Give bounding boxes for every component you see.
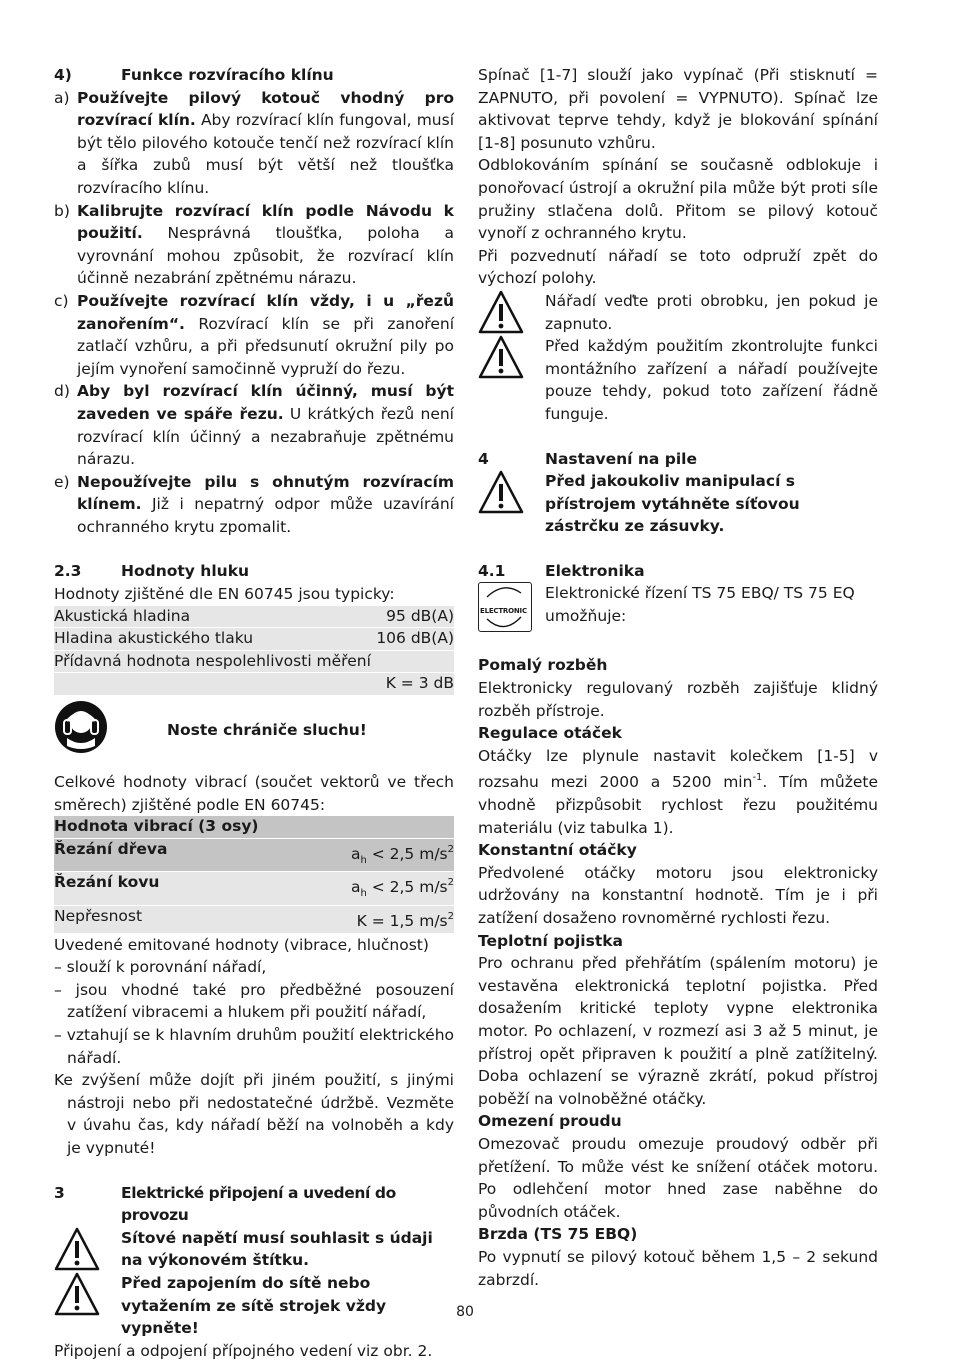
section-title: Funkce rozvíracího klínu bbox=[121, 66, 334, 84]
warning-text: Před každým použitím zkontrolujte funkci montážního zařízení a nářadí používejte pouze tehdy, pokud toto zařízení řádně funguje. bbox=[545, 337, 878, 423]
row-label: Řezání kovu bbox=[54, 873, 160, 892]
warning-block bbox=[54, 1227, 454, 1272]
row-value: $a_h < 2,5$ $m/s^2$ bbox=[350, 877, 454, 900]
list-item bbox=[54, 200, 454, 290]
hearing-notice-text: Noste chrániče sluchu! bbox=[167, 720, 367, 739]
table-row bbox=[54, 651, 454, 673]
section-title: Elektrické připojení a uvedení do provozu bbox=[121, 1183, 396, 1225]
page-number: 80 bbox=[456, 1304, 474, 1320]
warning-icon bbox=[478, 470, 545, 514]
list-item: – vztahují se k hlavním druhům použití elektrického nářadí. bbox=[54, 1025, 454, 1067]
emphasis-text: Kalibrujte rozvírací klín podle Návodu k použití. bbox=[77, 201, 454, 243]
warning-text: Nářadí veďte proti obrobku, jen pokud je zapnuto. bbox=[545, 291, 878, 333]
section-heading bbox=[478, 560, 878, 583]
section-number: 4) bbox=[54, 66, 72, 84]
row-label: Řezání dřeva bbox=[54, 839, 168, 858]
section-number: 4 bbox=[478, 449, 489, 468]
body-text: Pro ochranu před přehřátím (spálením motoru) je vestavěna elektronická teplotní pojistka. Před dosažením kritické teploty vypne elektronika motor. Po ochlazení, v rozmezí asi 3 až 5 minut, je přístroj opět připraven k použití a plně zatížitelný. Doba ochlazení se výrazně zkrátí, pokud přístroj poběží na volnoběžné otáčky. bbox=[478, 954, 878, 1108]
list-marker: a) bbox=[54, 88, 70, 107]
list-marker: b) bbox=[54, 201, 70, 220]
noise-intro: Hodnoty zjištěné dle EN 60745 jsou typicky: bbox=[54, 585, 395, 604]
body-text: Aby rozvírací klín fungoval, musí být tělo pilového kotouče tenčí než rozvírací klín a šířka zubů musí být větší než tloušťka rozvíracího klínu. bbox=[77, 111, 454, 197]
warning-block bbox=[478, 335, 878, 425]
row-value: K = 3 dB bbox=[385, 674, 454, 693]
row-value: $a_h < 2,5$ $m/s^2$ bbox=[350, 843, 454, 866]
emphasis-text: Používejte rozvírací klín vždy, i u „řezů zanořením“. bbox=[77, 291, 454, 333]
list-marker: d) bbox=[54, 382, 70, 401]
body-text: Elektronicky regulovaný rozběh zajišťuje klidný rozběh přístroje. bbox=[478, 679, 878, 720]
emission-intro: Uvedené emitované hodnoty (vibrace, hlučnost) bbox=[54, 935, 429, 954]
subheading: Konstantní otáčky bbox=[478, 841, 637, 860]
emphasis-text: Nepoužívejte pilu s ohnutým rozvíracím klínem. bbox=[77, 472, 454, 514]
table-row bbox=[54, 628, 454, 650]
left-column bbox=[54, 64, 454, 1362]
vibration-intro: Celkové hodnoty vibrací (součet vektorů ve třech směrech) zjištěné podle EN 60745: bbox=[54, 773, 454, 814]
list-marker: e) bbox=[54, 472, 70, 491]
section-number: 4.1 bbox=[478, 561, 506, 580]
section-number: 3 bbox=[54, 1183, 65, 1202]
list-item: – jsou vhodné také pro předběžné posouzení zatížení vibracemi a hlukem při použití nářadí, bbox=[54, 980, 454, 1022]
table-row bbox=[54, 906, 454, 933]
list-item: – slouží k porovnání nářadí, bbox=[54, 958, 267, 977]
body-text: Již i nepatrný odpor může uzavírání ochranného krytu zpomalit. bbox=[77, 495, 454, 536]
table-row bbox=[54, 673, 454, 695]
row-value: 106 dB(A) bbox=[376, 629, 454, 648]
list-marker: c) bbox=[54, 291, 69, 310]
switch-text: Spínač [1-7] slouží jako vypínač (Při stisknutí = ZAPNUTO, při povolení = VYPNUTO). Spínač lze aktivovat teprve tehdy, když je blokování spínání [1-8] posunuto vzhůru. bbox=[478, 66, 878, 152]
body-text: Omezovač proudu omezuje proudový odběr při přetížení. To může vést ke snížení otáček motoru. Po odlehčení motor hned zase naběhne do původních otáček. bbox=[478, 1134, 878, 1221]
section-heading bbox=[54, 64, 454, 87]
warning-text: Před jakoukoliv manipulací s přístrojem vytáhněte síťovou zástrčku ze zásuvky. bbox=[545, 472, 800, 536]
table-header bbox=[54, 816, 454, 838]
warning-block bbox=[478, 290, 878, 335]
row-label: Akustická hladina bbox=[54, 606, 191, 625]
body-text: Nesprávná tloušťka, poloha a vyrovnání mohou způsobit, že rozvírací klín účinně nezabrání zpětnému nárazu. bbox=[77, 224, 454, 288]
electronics-intro bbox=[478, 582, 878, 632]
table-row bbox=[54, 839, 454, 872]
warning-text: Před zapojením do sítě nebo vytažením ze sítě strojek vždy vypněte! bbox=[121, 1273, 387, 1338]
section-heading bbox=[478, 448, 878, 471]
switch-text: Odblokováním spínání se současně odblokuje i ponořovací ústrojí a okružní pila může být proti síle pružiny stlačena dolů. Přitom se pilový kotouč vynoří z ochranného krytu. bbox=[478, 156, 878, 243]
connection-note: Připojení a odpojení přípojného vedení viz obr. 2. bbox=[54, 1341, 433, 1360]
emphasis-text: Používejte pilový kotouč vhodný pro rozvírací klín. bbox=[77, 88, 454, 130]
electronic-icon: ELECTRONIC bbox=[478, 582, 545, 632]
row-label: Nepřesnost bbox=[54, 907, 143, 925]
section-title: Nastavení na pile bbox=[545, 449, 698, 468]
section-title: Hodnoty hluku bbox=[121, 562, 250, 581]
list-item bbox=[54, 290, 454, 380]
ear-protection-icon bbox=[54, 700, 167, 761]
header-label: Hodnota vibrací (3 osy) bbox=[54, 817, 259, 836]
switch-text: Při pozvednutí nářadí se toto odpruží zpět do výchozí polohy. bbox=[478, 246, 878, 288]
warning-text: Sítové napětí musí souhlasit s údaji na výkonovém štítku. bbox=[121, 1228, 433, 1270]
right-column bbox=[478, 64, 878, 1291]
row-value: K = 1,5 $m/s^2$ bbox=[356, 911, 454, 930]
warning-block bbox=[478, 470, 878, 538]
table-row bbox=[54, 872, 454, 905]
subheading: Omezení proudu bbox=[478, 1112, 622, 1131]
hearing-notice bbox=[54, 701, 454, 759]
row-label: Hladina akustického tlaku bbox=[54, 629, 254, 648]
subheading: Teplotní pojistka bbox=[478, 931, 624, 950]
body-text: Rozvírací klín se při zanoření zatlačí vzhůru, a při předsunutí okružní pily po jejím vynoření samočinně vypruží do řezu. bbox=[77, 314, 454, 378]
section-heading bbox=[54, 1182, 454, 1227]
electronics-intro-text: Elektronické řízení TS 75 EBQ/ TS 75 EQ umožňuje: bbox=[545, 584, 855, 626]
increase-note: Ke zvýšení může dojít při jiném použití, s jinými nástroji nebo při nedostatečné údržbě. Vezměte v úvahu čas, kdy nářadí běží na volnoběh a kdy je vypnuté! bbox=[54, 1071, 454, 1157]
table-row bbox=[54, 606, 454, 628]
list-item bbox=[54, 87, 454, 200]
body-text: Otáčky lze plynule nastavit kolečkem [1-5] v rozsahu mezi 2000 a 5200 $\min^{-1}$. Tím můžete vhodně přizpůsobit rychlost řezu použitému materiálu (viz tabulka 1). bbox=[478, 746, 878, 837]
section-number: 2.3 bbox=[54, 562, 82, 581]
body-text: U krátkých řezů není rozvírací klín účinný a nezabraňuje zpětnému nárazu. bbox=[77, 404, 454, 469]
list-item bbox=[54, 380, 454, 470]
subheading: Brzda (TS 75 EBQ) bbox=[478, 1225, 638, 1244]
warning-icon bbox=[478, 290, 545, 334]
section-title: Elektronika bbox=[545, 561, 645, 580]
row-value: 95 dB(A) bbox=[386, 606, 454, 625]
subheading: Regulace otáček bbox=[478, 724, 622, 743]
warning-icon bbox=[54, 1227, 121, 1271]
row-label: Přídavná hodnota nespolehlivosti měření bbox=[54, 651, 371, 670]
section-heading bbox=[54, 560, 454, 583]
subheading: Pomalý rozběh bbox=[478, 656, 608, 675]
list-item bbox=[54, 471, 454, 539]
warning-icon bbox=[478, 335, 545, 379]
body-text: Po vypnutí se pilový kotouč během 1,5 – 2 sekund zabrzdí. bbox=[478, 1247, 878, 1289]
emphasis-text: Aby byl rozvírací klín účinný, musí být zaveden ve spáře řezu. bbox=[77, 382, 454, 423]
body-text: Předvolené otáčky motoru jsou elektronicky udržovány na konstantní hodnotě. Tím je i při zatížení dosaženo rovnoměrné rychlosti řezu. bbox=[478, 863, 878, 927]
